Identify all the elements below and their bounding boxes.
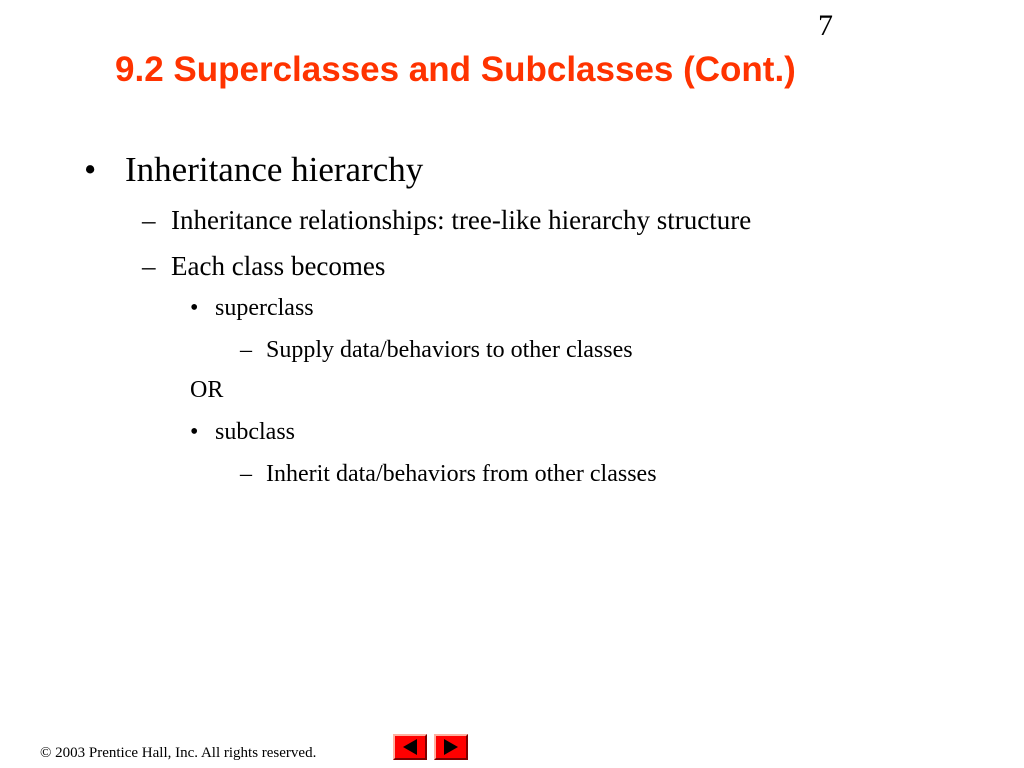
bullet-text: subclass <box>215 419 295 445</box>
subbullet-text: Supply data/behaviors to other classes <box>266 337 633 363</box>
slide-title: 9.2 Superclasses and Subclasses (Cont.) <box>115 50 796 89</box>
bullet-marker: • <box>190 295 199 321</box>
bullet-text: Inheritance hierarchy <box>125 150 424 189</box>
bullet-marker: • <box>84 150 97 189</box>
or-label: OR <box>190 377 224 403</box>
dash-marker: – <box>142 205 156 235</box>
next-slide-button[interactable] <box>434 734 468 760</box>
subbullet-text: Each class becomes <box>171 251 386 281</box>
dash-marker: – <box>142 251 156 281</box>
triangle-left-icon <box>395 736 425 758</box>
subbullet-text: Inheritance relationships: tree-like hierarchy structure <box>171 205 752 235</box>
bullet-text: superclass <box>215 295 314 321</box>
dash-marker: – <box>240 337 252 363</box>
page-number: 7 <box>818 9 833 42</box>
subbullet-text: Inherit data/behaviors from other classes <box>266 461 657 487</box>
previous-slide-button[interactable] <box>393 734 427 760</box>
triangle-right-icon <box>436 736 466 758</box>
copyright-footer: © 2003 Prentice Hall, Inc. All rights reserved. <box>40 745 317 761</box>
dash-marker: – <box>240 461 252 487</box>
bullet-marker: • <box>190 419 199 445</box>
